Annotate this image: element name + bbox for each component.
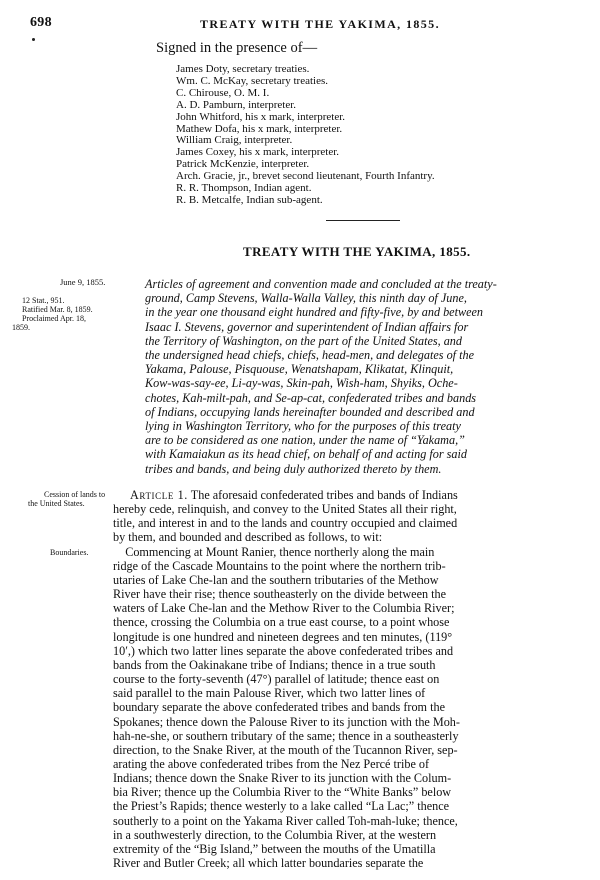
witness-heading: Signed in the presence of— bbox=[156, 40, 318, 56]
preamble-line: of Indians, occupying lands hereinafter bounded and described and bbox=[145, 404, 475, 419]
page-number: 698 bbox=[30, 15, 52, 30]
witness-entry: Arch. Gracie, jr., brevet second lieutenant, Fourth Infantry. bbox=[176, 170, 435, 183]
margin-note-date: June 9, 1855. bbox=[60, 277, 106, 287]
section-divider bbox=[326, 220, 400, 221]
treaty-title: TREATY WITH THE YAKIMA, 1855. bbox=[243, 244, 471, 259]
article-line: bands from the Oakinakane tribe of Indians; thence in a true south bbox=[113, 657, 436, 672]
preamble-line: ground, Camp Stevens, Walla-Walla Valley, this ninth day of June, bbox=[145, 291, 467, 306]
preamble-line: tribes and bands, and being duly authorized thereto by them. bbox=[145, 461, 442, 476]
article-first-line-text: The aforesaid confederated tribes and bands of Indians bbox=[190, 488, 458, 502]
preamble-line: Articles of agreement and convention made and concluded at the treaty- bbox=[145, 277, 497, 291]
witness-entry: John Whitford, his x mark, interpreter. bbox=[176, 110, 346, 123]
preamble-line: with Kamaiakun as its head chief, on behalf of and acting for said bbox=[145, 447, 467, 462]
preamble-line: Isaac I. Stevens, governor and superintendent of Indian affairs for bbox=[145, 319, 469, 334]
article-line: by them, and bounded and described as follows, to wit: bbox=[113, 530, 383, 545]
preamble-line: chotes, Kah-milt-pah, and Se-ap-cat, confederated tribes and bands bbox=[145, 390, 477, 405]
article-line: River have their rise; thence southeasterly on the divide between the bbox=[113, 587, 447, 602]
article-line: arating the above confederated tribes from the Nez Percé tribe of bbox=[113, 756, 430, 771]
article-line: boundary separate the above confederated tribes and bands from the bbox=[113, 700, 445, 715]
article-line: said parallel to the main Palouse River, which two latter lines of bbox=[113, 686, 426, 701]
witness-entry: James Doty, secretary treaties. bbox=[176, 63, 310, 75]
article-first-line bbox=[113, 488, 595, 502]
preamble-line: lying in Washington Territory, who for the purposes of this treaty bbox=[145, 419, 461, 434]
article-line: direction, to the Snake River, at the mouth of the Tucannon River, sep- bbox=[113, 742, 458, 757]
margin-note-cession: Cession of lands to bbox=[44, 490, 106, 499]
margin-note-proclaimed: Proclaimed Apr. 18, bbox=[22, 314, 86, 323]
article-line: Commencing at Mount Ranier, thence northerly along the main bbox=[113, 544, 435, 559]
article-1 bbox=[113, 488, 595, 870]
witness-entry: Wm. C. McKay, secretary treaties. bbox=[176, 74, 329, 87]
witness-entry: R. B. Metcalfe, Indian sub-agent. bbox=[176, 193, 323, 206]
article-line: the Priest’s Rapids; thence westerly to a lake called “La Lac;” thence bbox=[113, 799, 450, 814]
article-line: extremity of the “Big Island,” between the mouths of the Umatilla bbox=[113, 841, 436, 856]
article-line: longitude is one hundred and nineteen degrees and ten minutes, (119° bbox=[113, 629, 453, 644]
preamble bbox=[145, 277, 595, 476]
margin-note-year: 1859. bbox=[12, 323, 30, 332]
running-title: TREATY WITH THE YAKIMA, 1855. bbox=[200, 17, 440, 31]
margin-note-statute: 12 Stat., 951. bbox=[22, 296, 65, 305]
article-line: thence, crossing the Columbia on a true east course, to a point whose bbox=[113, 615, 450, 630]
article-line: waters of Lake Che-lan and the Methow River to the Columbia River; bbox=[113, 601, 455, 616]
witness-entry: C. Chirouse, O. M. I. bbox=[176, 86, 270, 99]
preamble-line: Yakama, Palouse, Pisquouse, Wenatshapam, Klikatat, Klinquit, bbox=[145, 362, 454, 377]
article-line: bia River; thence up the Columbia River to the “White Banks” below bbox=[113, 785, 452, 800]
stray-dot bbox=[32, 38, 35, 41]
margin-note-ratified: Ratified Mar. 8, 1859. bbox=[22, 305, 93, 314]
article-line: River and Butler Creek; all which latter boundaries separate the bbox=[113, 856, 424, 871]
preamble-line: in the year one thousand eight hundred and fifty-five, by and between bbox=[145, 305, 484, 320]
article-line: Indians; thence down the Snake River to its junction with the Colum- bbox=[113, 771, 452, 786]
preamble-line: the Territory of Washington, on the part of the United States, and bbox=[145, 333, 462, 348]
margin-note-cession-cont: the United States. bbox=[28, 499, 85, 508]
article-line: utaries of Lake Che-lan and the southern tributaries of the Methow bbox=[113, 572, 439, 587]
witness-entry: James Coxey, his x mark, interpreter. bbox=[176, 146, 340, 159]
article-line: Spokanes; thence down the Palouse River to its junction with the Moh- bbox=[113, 714, 460, 729]
witness-entry: A. D. Pamburn, interpreter. bbox=[176, 98, 297, 111]
article-line: southerly to a point on the Yakama River called Toh-mah-luke; thence, bbox=[113, 813, 458, 828]
preamble-line: Kow-was-say-ee, Li-ay-was, Skin-pah, Wish-ham, Shyiks, Oche- bbox=[145, 376, 458, 391]
preamble-line: are to be considered as one nation, under the name of “Yakama,” bbox=[145, 433, 465, 448]
article-line: in a southwesterly direction, to the Columbia River, at the western bbox=[113, 827, 437, 842]
article-line: course to the forty-seventh (47°) parallel of latitude; thence east on bbox=[113, 672, 440, 687]
witness-entry: William Craig, interpreter. bbox=[176, 134, 293, 147]
margin-note-boundaries: Boundaries. bbox=[50, 548, 89, 557]
witness-entry: Patrick McKenzie, interpreter. bbox=[176, 158, 310, 171]
witness-list bbox=[176, 64, 435, 207]
article-label: Article 1. bbox=[130, 488, 188, 502]
article-line: ridge of the Cascade Mountains to the point where the northern trib- bbox=[113, 558, 446, 573]
witness-entry: Mathew Dofa, his x mark, interpreter. bbox=[176, 122, 343, 135]
article-line: title, and interest in and to the lands and country occupied and claimed bbox=[113, 516, 458, 531]
article-line: 10′,) which two latter lines separate the above confederated tribes and bbox=[113, 643, 454, 658]
preamble-line: the undersigned head chiefs, chiefs, head-men, and delegates of the bbox=[145, 348, 474, 363]
article-line: hereby cede, relinquish, and convey to the United States all their right, bbox=[113, 502, 457, 517]
article-line: hah-ne-she, or southern tributary of the same; thence in a southeasterly bbox=[113, 728, 459, 743]
witness-entry: R. R. Thompson, Indian agent. bbox=[176, 182, 312, 195]
